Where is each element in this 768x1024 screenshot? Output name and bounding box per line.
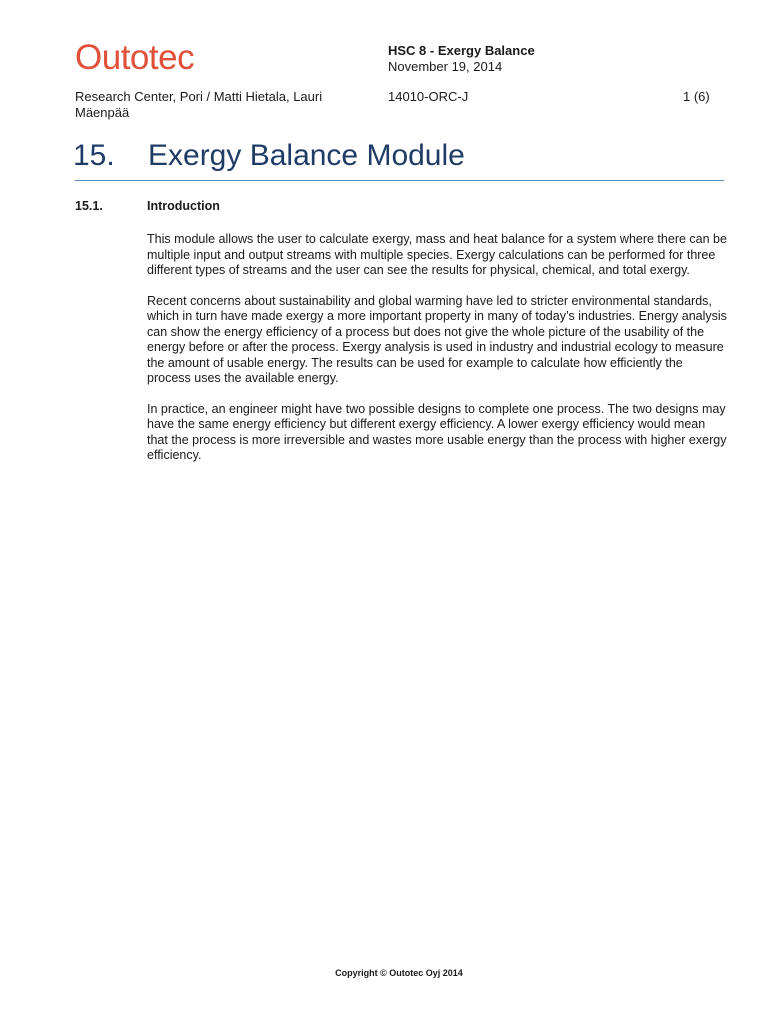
paragraph: This module allows the user to calculate exergy, mass and heat balance for a system where there can be multiple input and output streams with multiple species. Exergy calculations can be performed for three different types of streams and the user can see the results for physical, chemical, and total exergy. [147, 232, 727, 277]
chapter-title: Exergy Balance Module [148, 139, 465, 172]
section-body [147, 232, 727, 479]
document-id: 14010-ORC-J [388, 89, 469, 104]
chapter-heading [73, 136, 465, 176]
page-number: 1 (6) [683, 89, 710, 104]
chapter-number: 15. [73, 139, 115, 172]
document-title: HSC 8 - Exergy Balance [388, 43, 535, 58]
heading-rule [75, 180, 724, 181]
paragraph: In practice, an engineer might have two possible designs to complete one process. The two designs may have the same energy efficiency but different exergy efficiency. A lower exergy efficiency would mean that the process is more irreversible and wastes more usable energy than the process with higher exergy efficiency. [147, 401, 727, 462]
author-line: Research Center, Pori / Matti Hietala, Lauri Mäenpää [75, 89, 323, 120]
section-number: 15.1. [75, 199, 103, 213]
outotec-logo: Outotec [75, 38, 195, 77]
document-date: November 19, 2014 [388, 59, 503, 74]
copyright-footer: Copyright © Outotec Oyj 2014 [335, 968, 463, 978]
paragraph: Recent concerns about sustainability and global warming have led to stricter environmental standards, which in turn have made exergy a more important property in many of today’s industries. Energy analysis can show the energy efficiency of a process but does not give the whole picture of the usability of the energy before or after the process. Exergy analysis is used in industry and industrial ecology to measure the amount of usable energy. The results can be used for example to calculate how efficiently the process uses the available energy. [147, 293, 727, 385]
section-title: Introduction [147, 199, 220, 213]
